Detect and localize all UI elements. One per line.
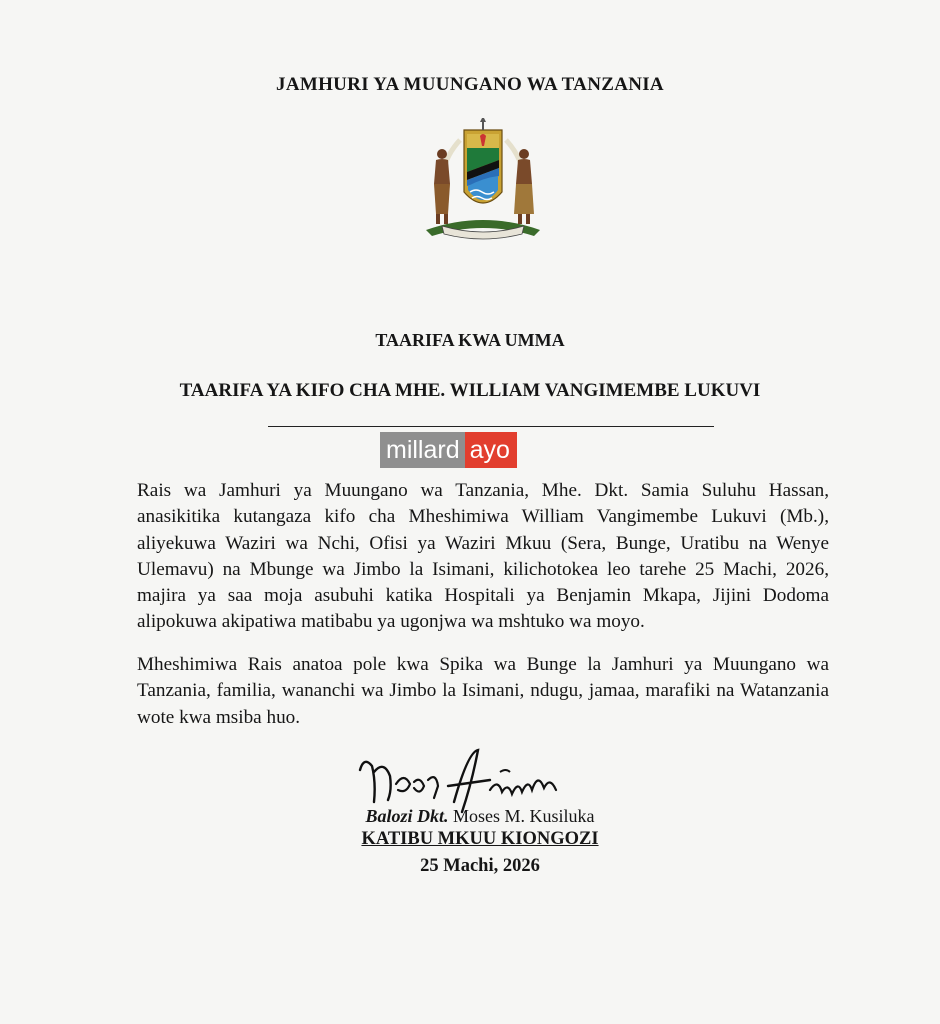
title-underline [268, 426, 714, 427]
republic-heading: JAMHURI YA MUUNGANO WA TANZANIA [276, 74, 664, 95]
body-paragraph-1: Rais wa Jamhuri ya Muungano wa Tanzania, Mhe. Dkt. Samia Suluhu Hassan, anasikitika kutangaza kifo cha Mheshimiwa William Vangimembe Lukuvi (Mb.), aliyekuwa Waziri wa Nchi, Ofisi ya Waziri Mkuu (Sera, Bunge, Uratibu na Wenye Ulemavu) na Mbunge wa Jimbo la Isimani, kilichotokea leo tarehe 25 Machi, 2026, majira ya saa moja asubuhi katika Hospitali ya Benjamin Mkapa, Jijini Dodoma alipokuwa akipatiwa matibabu ya ugonjwa wa mshtuko wa moyo. [137, 480, 829, 633]
body-paragraph-2: Mheshimiwa Rais anatoa pole kwa Spika wa Bunge la Jamhuri ya Muungano wa Tanzania, familia, wananchi wa Jimbo la Isimani, ndugu, jamaa, marafiki na Watanzania wote kwa msiba huo. [137, 654, 829, 728]
millardayo-watermark [380, 432, 517, 468]
signatory-honorific: Balozi Dkt. [365, 806, 449, 826]
notice-title: TAARIFA KWA UMMA [375, 330, 565, 350]
coat-of-arms-icon [420, 118, 546, 242]
watermark-part2: ayo [465, 432, 517, 468]
watermark-part1: millard [380, 432, 465, 468]
signatory-position: KATIBU MKUU KIONGOZI [361, 829, 599, 849]
signatory-name [0, 806, 940, 827]
notice-date: 25 Machi, 2026 [420, 856, 540, 876]
notice-subject: TAARIFA YA KIFO CHA MHE. WILLIAM VANGIMEMBE LUKUVI [179, 380, 761, 401]
signatory-fullname: Moses M. Kusiluka [453, 806, 595, 826]
